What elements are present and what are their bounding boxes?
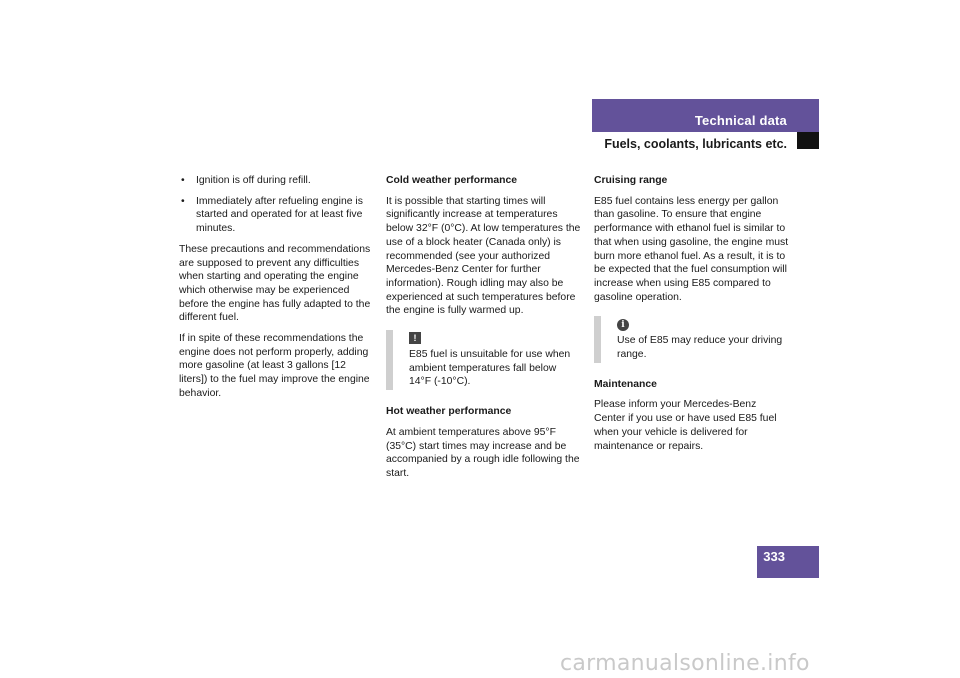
- header-bar: [592, 99, 819, 149]
- heading-hot-weather: Hot weather performance: [386, 406, 512, 418]
- paragraph: These precautions and recommendations are supposed to prevent any difficulties when starting and operating the engine which otherwise may be experienced before the engine has fully adapted to the different fuel.: [179, 243, 371, 324]
- bullet-icon: •: [181, 175, 185, 186]
- column-1: [179, 174, 374, 408]
- section-subtitle: Fuels, coolants, lubricants etc.: [598, 137, 787, 151]
- paragraph: E85 fuel contains less energy per gallon than gasoline. To ensure that engine performance with ethanol fuel is similar to that when using gasoline, the engine must burn more ethanol fuel. As a result, it is to be expected that the fuel consumption will increase when using E85 compared to gasoline operation.: [594, 195, 789, 303]
- warning-icon: !: [409, 332, 421, 344]
- section-title: Technical data: [694, 113, 787, 128]
- column-2: [386, 174, 581, 488]
- page-number-box: [757, 546, 819, 578]
- heading-maintenance: Maintenance: [594, 378, 657, 390]
- info-note: [594, 316, 789, 362]
- list-item: • Ignition is off during refill.: [181, 175, 311, 186]
- warning-text: E85 fuel is unsuitable for use when ambient temperatures fall below 14°F (-10°C).: [409, 349, 571, 388]
- bullet-icon: •: [181, 195, 185, 207]
- heading-cruising-range: Cruising range: [594, 175, 668, 186]
- list-item: • Immediately after refueling engine is started and operated for at least five minutes.: [181, 195, 363, 235]
- header-black-tab: [797, 132, 819, 149]
- warning-note: [386, 330, 581, 390]
- watermark: carmanualsonline.info: [560, 651, 810, 676]
- paragraph: It is possible that starting times will significantly increase at temperatures below 32°F (0°C). At low temperatures the use of a block heater (Canada only) is recommended (see your authorized Mercedes-Benz Center for further information). Rough idling may also be experienced at such temperatures before the engine is fully warmed up.: [386, 195, 581, 317]
- paragraph: Please inform your Mercedes-Benz Center if you use or have used E85 fuel when your vehicle is delivered for maintenance or repairs.: [594, 399, 777, 452]
- heading-cold-weather: Cold weather performance: [386, 175, 518, 186]
- info-text: Use of E85 may reduce your driving range.: [617, 335, 783, 361]
- column-3: [594, 174, 789, 460]
- page-number: 333: [763, 549, 785, 564]
- paragraph: If in spite of these recommendations the engine does not perform properly, adding more gasoline (at least 3 gallons [12 liters]) to the fuel may improve the engine behavior.: [179, 333, 370, 399]
- bullet-list: [179, 174, 374, 236]
- paragraph: At ambient temperatures above 95°F (35°C) start times may increase and be accompanied by a rough idle following the start.: [386, 426, 580, 479]
- info-icon: i: [617, 319, 629, 331]
